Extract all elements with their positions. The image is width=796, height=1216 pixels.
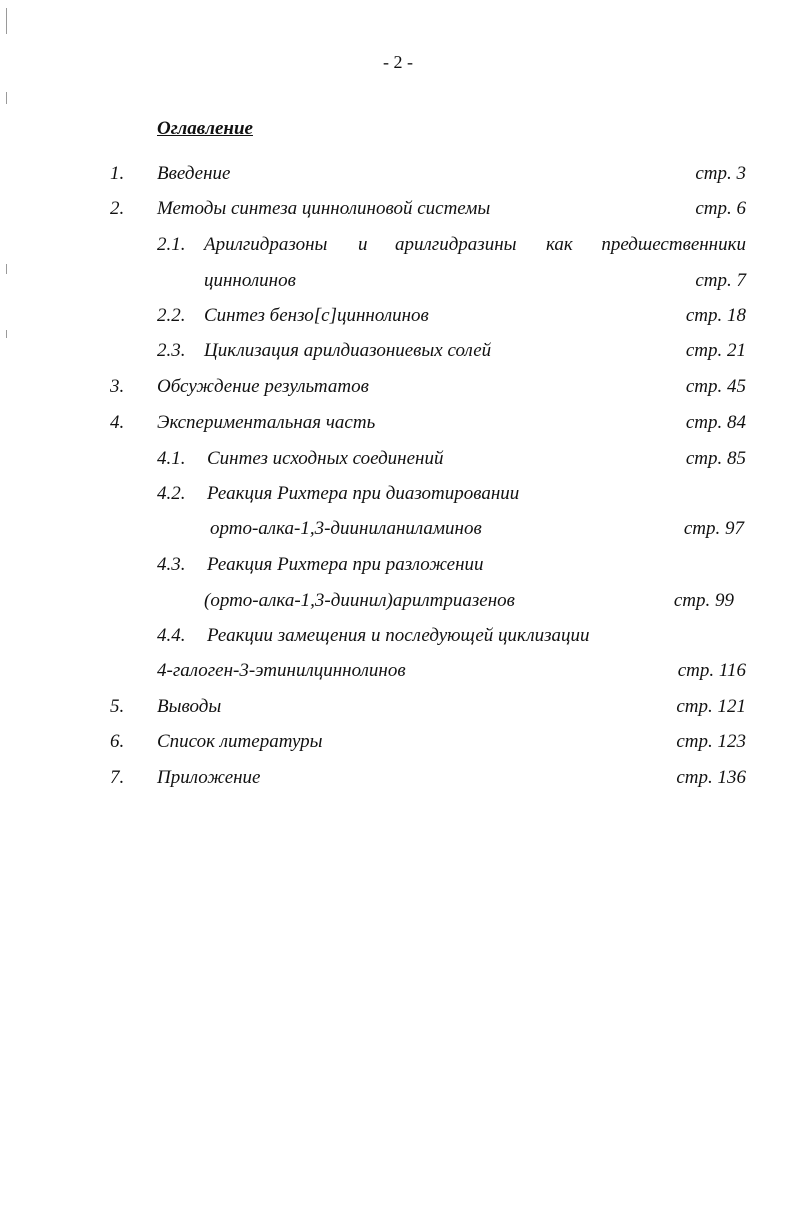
toc-page-ref: стр. 97 — [683, 518, 744, 539]
toc-entry-word: арилгидразины — [395, 234, 517, 255]
toc-number: 4.3. — [157, 554, 186, 575]
toc-number: 1. — [110, 163, 125, 184]
toc-entry-title: Введение — [157, 163, 231, 184]
toc-page-ref: стр. 136 — [676, 767, 746, 788]
scan-mark — [6, 92, 7, 104]
toc-number: 7. — [110, 767, 125, 788]
toc-page-ref: стр. 45 — [685, 376, 746, 397]
toc-entry-title: Приложение — [157, 767, 261, 788]
toc-page-ref: стр. 84 — [685, 412, 746, 433]
page-number: - 2 - — [383, 52, 413, 72]
toc-entry-title: Циклизация арилдиазониевых солей — [204, 340, 492, 361]
toc-entry-title: Методы синтеза циннолиновой системы — [157, 198, 491, 219]
toc-page-ref: стр. 21 — [685, 340, 746, 361]
toc-number: 4.1. — [157, 448, 186, 469]
toc-entry-title: Реакции замещения и последующей циклизации — [207, 625, 590, 646]
toc-number: 4.4. — [157, 625, 186, 646]
toc-entry-title: Реакция Рихтера при разложении — [207, 554, 484, 575]
toc-page-ref: стр. 121 — [676, 696, 746, 717]
toc-entry-continuation: (орто-алка-1,3-диинил)арилтриазенов — [204, 590, 515, 611]
toc-entry-word: предшественники — [601, 234, 746, 255]
toc-entry-title: Список литературы — [157, 731, 323, 752]
toc-entry-word: как — [546, 234, 573, 255]
toc-number: 2.3. — [157, 340, 186, 361]
toc-number: 6. — [110, 731, 125, 752]
toc-page-ref: стр. 6 — [695, 198, 746, 219]
toc-entry-continuation: 4-галоген-3-этинилциннолинов — [157, 660, 406, 681]
toc-page-ref: стр. 123 — [676, 731, 746, 752]
toc-page-ref: стр. 3 — [695, 163, 746, 184]
toc-page-ref: стр. 99 — [673, 590, 734, 611]
toc-number: 3. — [110, 376, 125, 397]
toc-title: Оглавление — [157, 118, 253, 139]
toc-page-ref: стр. 116 — [677, 660, 746, 681]
toc-entry-title: Экспериментальная часть — [157, 412, 376, 433]
toc-entry-title: Реакция Рихтера при диазотировании — [207, 483, 520, 504]
toc-number: 2. — [110, 198, 125, 219]
toc-number: 5. — [110, 696, 125, 717]
toc-entry-continuation: орто-алка-1,3-дииниланиламинов — [210, 518, 482, 539]
toc-entry-title: Обсуждение результатов — [157, 376, 369, 397]
toc-number: 2.2. — [157, 305, 186, 326]
toc-entry-title: Выводы — [157, 696, 222, 717]
scan-mark — [6, 8, 7, 34]
toc-page-ref: стр. 85 — [685, 448, 746, 469]
toc-number: 4.2. — [157, 483, 186, 504]
scan-mark — [6, 330, 7, 338]
toc-page-ref: стр. 18 — [685, 305, 746, 326]
scan-mark — [6, 264, 7, 274]
toc-number: 2.1. — [157, 234, 186, 255]
toc-entry-title: Синтез бензо[c]циннолинов — [204, 305, 429, 326]
toc-entry-word: и — [358, 234, 368, 255]
toc-entry-continuation: циннолинов — [204, 270, 296, 291]
toc-page-ref: стр. 7 — [695, 270, 746, 291]
toc-entry-title: Синтез исходных соединений — [207, 448, 444, 469]
toc-entry-word: Арилгидразоны — [204, 234, 328, 255]
toc-number: 4. — [110, 412, 125, 433]
